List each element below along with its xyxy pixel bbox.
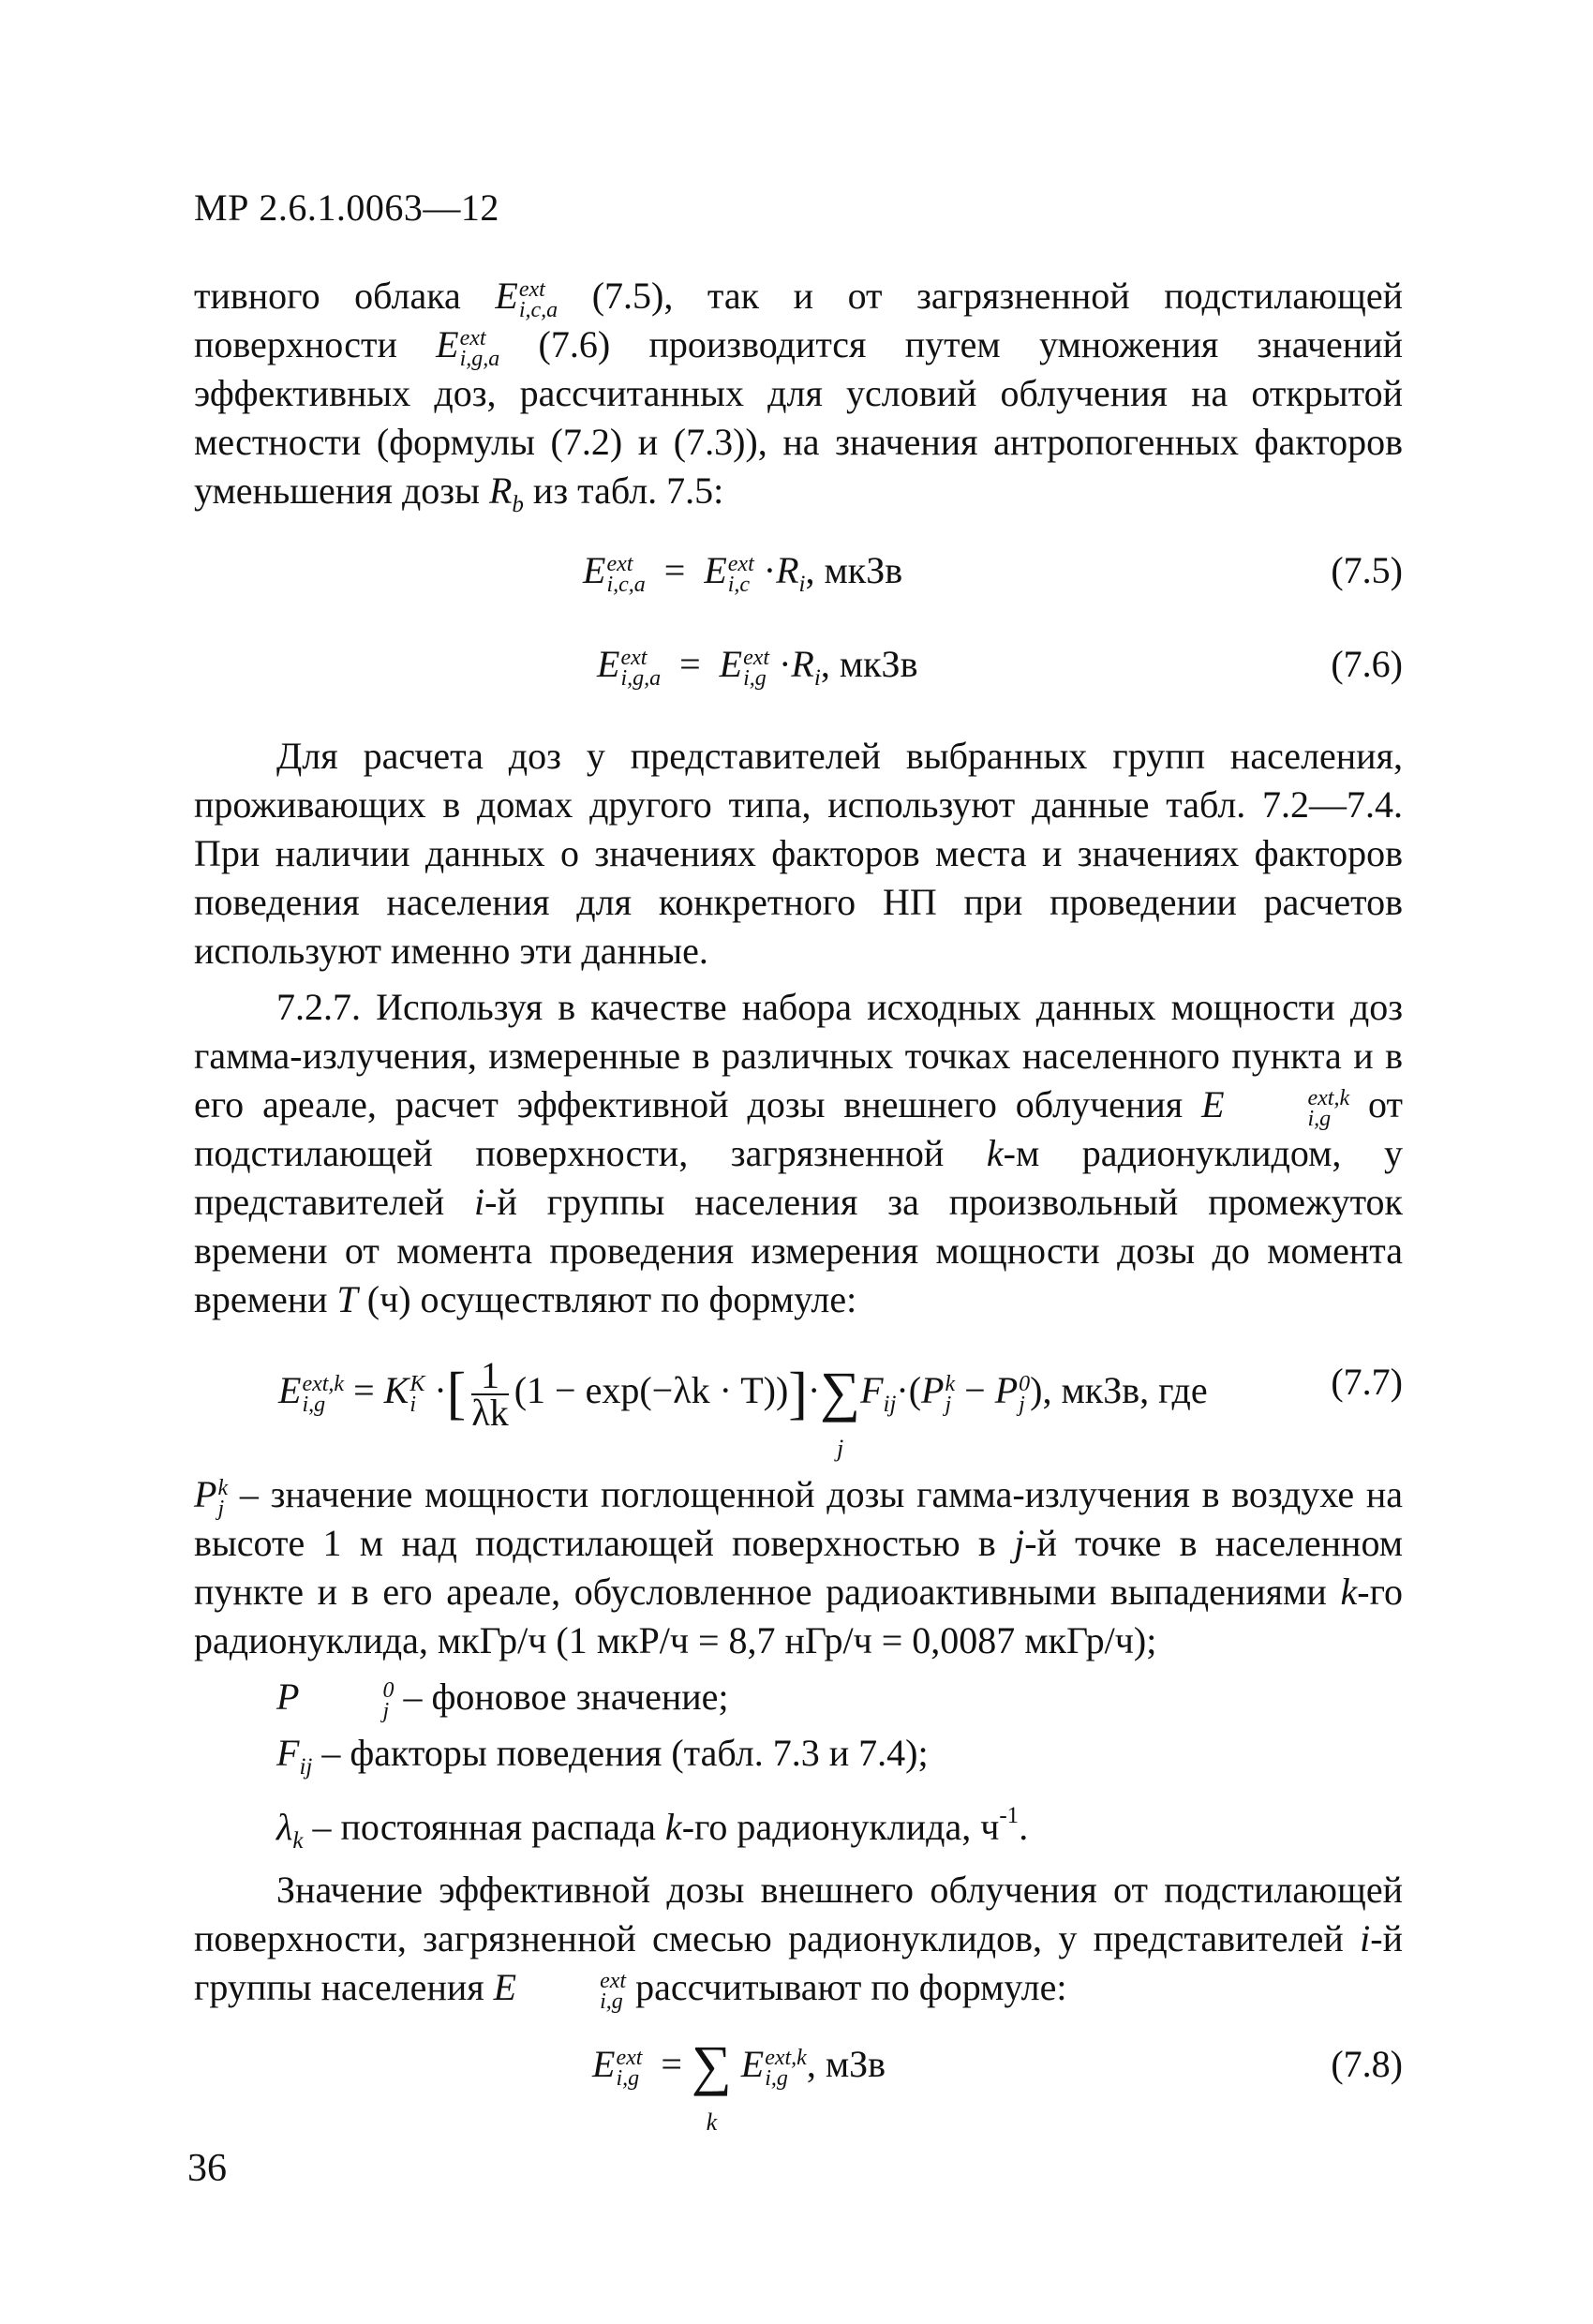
equation-number: (7.6) (1331, 643, 1403, 685)
symbol-E: E (436, 323, 459, 365)
subscript: b (512, 492, 524, 517)
equation-7-6 (194, 640, 1403, 709)
symbol-E: E (495, 275, 518, 317)
equation-body: E ext i,g,a = E ext i,g $\cdot R_i$, мкЗв (597, 643, 918, 691)
subsup: ext i,g,a (459, 325, 500, 371)
equation-number: (7.8) (1331, 2043, 1403, 2085)
paragraph-4: Значение эффективной дозы внешнего облучения от подстилающей поверхности, загрязненной смесью радионуклидов, у представителей i-й группы населения E ext i,g рассчитывают по формуле: (194, 1869, 1403, 2014)
symbol-R: R (488, 469, 513, 512)
definition-Pjk: P k j – значение мощности поглощенной дозы гамма-излучения в воздухе на высоте 1 м над подстилающей поверхностью в j-й точке в населенном пункте и в его ареале, обусловленное радиоактивными выпадениями k-го радионуклида, мкГр/ч (1 мкР/ч = 8,7 нГр/ч = 0,0087 мкГр/ч); (194, 1473, 1404, 1661)
definition-lambda: $\lambda_k$ – постоянная распада k-го радионуклида, $ч^{-1}$. (276, 1803, 1029, 1854)
text-span: тивного облака (194, 275, 496, 317)
document-header: МР 2.6.1.0063—12 (194, 186, 499, 229)
paragraph-2: Для расчета доз у представителей выбранных групп населения, проживающих в домах другого типа, используют данные табл. 7.2—7.4. При наличии данных о значениях факторов места и значениях факторов поведения населения для конкретного НП при проведении расчетов используют именно эти данные. (194, 735, 1403, 972)
equation-body: E ext i,g = ∑ k E ext,k i,g , мЗв (592, 2034, 886, 2136)
paragraph-3: 7.2.7. Используя в качестве набора исходных данных мощности доз гамма-излучения, измеренные в различных точках населенного пункта и в его ареале, расчет эффективной дозы внешнего облучения E ext,k i,g от подстилающей поверхности, загрязненной k-м радионуклидом, у представителей i-й группы населения за произвольный промежуток времени от момента проведения измерения мощности дозы до момента времени T (ч) осуществляют по формуле: (194, 986, 1403, 1320)
equation-7-7 (194, 1348, 1403, 1463)
definition-Pj0: P 0 j – фоновое значение; (276, 1676, 729, 1723)
text-span: (7.5), так и от загрязненной подстилающей поверхности (194, 275, 1404, 365)
text-span: (7.6) производится путем умножения значений эффективных доз, рассчитанных для условий облучения на открытой местности (формулы (7.2) и (7.3)), на значения антропогенных факторов уменьшения дозы (194, 323, 1404, 512)
definition-Fij: $F_{ij}$ – факторы поведения (табл. 7.3 и 7.4); (276, 1732, 929, 1780)
fraction: $\frac{1}{\lambda k}$ (471, 1354, 509, 1434)
paragraph-1 (194, 272, 1403, 529)
document-body (194, 272, 1403, 2143)
equation-body: E ext i,c,a = E ext i,c $\cdot R_i$, мкЗв (583, 549, 903, 597)
equation-number: (7.7) (1331, 1361, 1403, 1403)
text-span: из табл. 7.5: (523, 469, 724, 512)
subsup: ext i,c,a (518, 276, 558, 322)
equation-7-8 (194, 2034, 1403, 2143)
equation-body: E ext,k i,g = K K i ·[ $\frac{1}{\lambda k}$ (1 − exp(−λk · T))]·∑ j $F_{ij}\cdot(P$ k j − P 0 j ), мкЗв, где (278, 1354, 1208, 1463)
page-number: 36 (187, 2147, 227, 2190)
equation-number: (7.5) (1331, 549, 1403, 591)
equation-7-5 (194, 546, 1403, 616)
